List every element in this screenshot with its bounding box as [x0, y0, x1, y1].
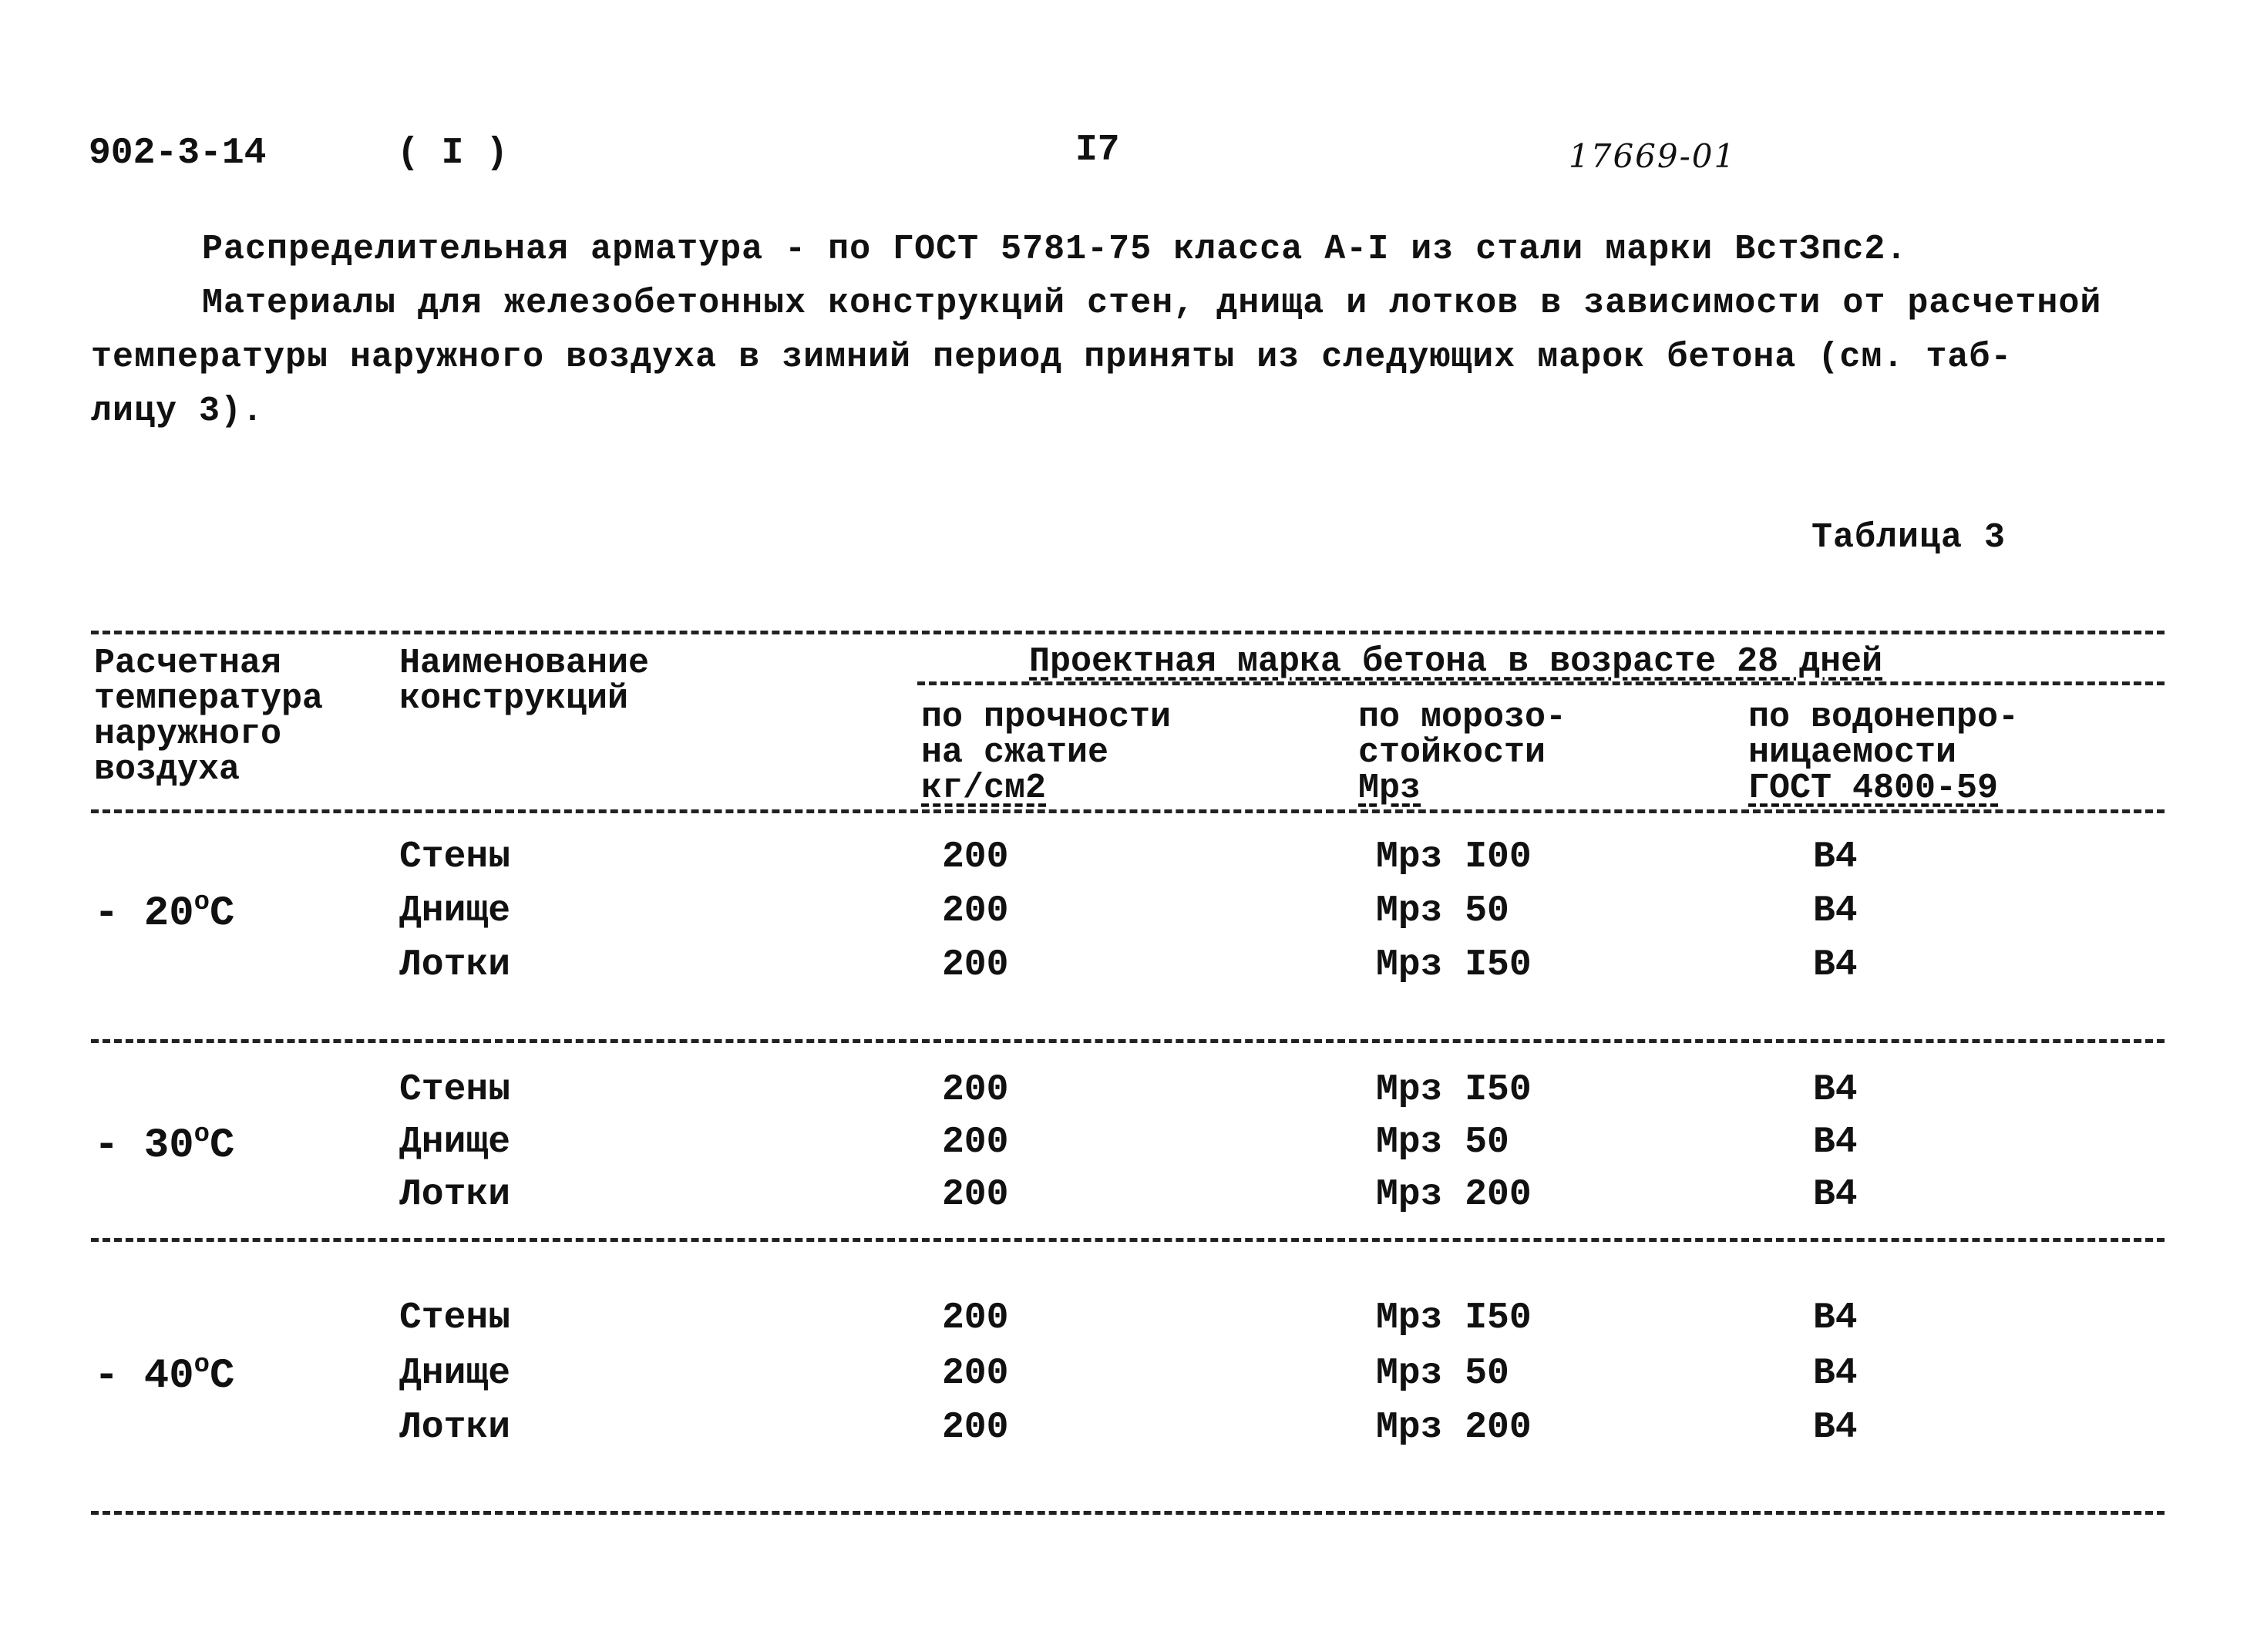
cell-strength: 200 — [942, 1174, 1009, 1216]
header-temperature: Расчетная температура наружного воздуха — [94, 644, 324, 789]
cell-water: В4 — [1813, 1407, 1858, 1448]
header-group-concrete-grade: Проектная марка бетона в возрасте 28 дней — [1029, 642, 1883, 681]
cell-strength: 200 — [942, 1122, 1009, 1163]
page-number: I7 — [1075, 130, 1120, 171]
cell-frost: Мрз I50 — [1376, 1069, 1532, 1111]
header-frost-resistance: по морозо- стойкости Мрз — [1358, 698, 1567, 808]
cell-water: В4 — [1813, 1174, 1858, 1216]
cell-frost: Мрз 200 — [1376, 1407, 1532, 1448]
cell-water: В4 — [1813, 1122, 1858, 1163]
header-bottom-rule — [91, 809, 2165, 813]
cell-strength: 200 — [942, 944, 1009, 986]
header-group-rule — [917, 681, 2165, 685]
cell-strength: 200 — [942, 836, 1009, 878]
cell-construction: Днище — [399, 890, 511, 932]
cell-frost: Мрз 50 — [1376, 890, 1509, 932]
table-top-rule — [91, 631, 2165, 634]
cell-construction: Лотки — [399, 1407, 511, 1448]
cell-construction: Лотки — [399, 944, 511, 986]
temperature-value: - 30$^o$С — [94, 1120, 235, 1169]
cell-strength: 200 — [942, 1407, 1009, 1448]
header-water-permeability: по водонепро- ницаемости ГОСТ 4800-59 — [1748, 698, 2020, 808]
group-separator-rule — [91, 1039, 2165, 1043]
cell-frost: Мрз I50 — [1376, 944, 1532, 986]
paragraph-line-2: Материалы для железобетонных конструкций стен, днища и лотков в зависимости от расчетной — [202, 284, 2102, 323]
cell-frost: Мрз 200 — [1376, 1174, 1532, 1216]
paragraph-line-1: Распределительная арматура - по ГОСТ 5781-75 класса А-I из стали марки ВстЗпс2. — [202, 230, 1908, 269]
cell-construction: Стены — [399, 836, 511, 878]
cell-water: В4 — [1813, 836, 1858, 878]
header-strength: по прочности на сжатие кг/см2 — [921, 698, 1172, 808]
cell-frost: Мрз I00 — [1376, 836, 1532, 878]
cell-water: В4 — [1813, 944, 1858, 986]
cell-construction: Лотки — [399, 1174, 511, 1216]
cell-strength: 200 — [942, 1353, 1009, 1395]
part-number: ( I ) — [397, 133, 509, 174]
temperature-value: - 40$^o$С — [94, 1351, 235, 1400]
header-construction: Наименование конструкций — [399, 644, 650, 718]
cell-construction: Стены — [399, 1069, 511, 1111]
document-code: 902-3-14 — [89, 133, 267, 174]
cell-frost: Мрз 50 — [1376, 1353, 1509, 1395]
cell-strength: 200 — [942, 1297, 1009, 1339]
cell-frost: Мрз 50 — [1376, 1122, 1509, 1163]
group-separator-rule — [91, 1238, 2165, 1242]
cell-construction: Стены — [399, 1297, 511, 1339]
cell-water: В4 — [1813, 1297, 1858, 1339]
cell-construction: Днище — [399, 1122, 511, 1163]
table-bottom-rule — [91, 1511, 2165, 1515]
cell-strength: 200 — [942, 1069, 1009, 1111]
temperature-value: - 20$^o$С — [94, 888, 235, 937]
paragraph-line-3: температуры наружного воздуха в зимний период приняты из следующих марок бетона (см. таб- — [91, 338, 2013, 377]
cell-construction: Днище — [399, 1353, 511, 1395]
cell-frost: Мрз I50 — [1376, 1297, 1532, 1339]
cell-strength: 200 — [942, 890, 1009, 932]
table-caption: Таблица 3 — [1811, 518, 2006, 557]
cell-water: В4 — [1813, 1069, 1858, 1111]
handwritten-reference: 17669-01 — [1569, 137, 1737, 175]
cell-water: В4 — [1813, 890, 1858, 932]
cell-water: В4 — [1813, 1353, 1858, 1395]
paragraph-line-4: лицу 3). — [91, 392, 264, 431]
